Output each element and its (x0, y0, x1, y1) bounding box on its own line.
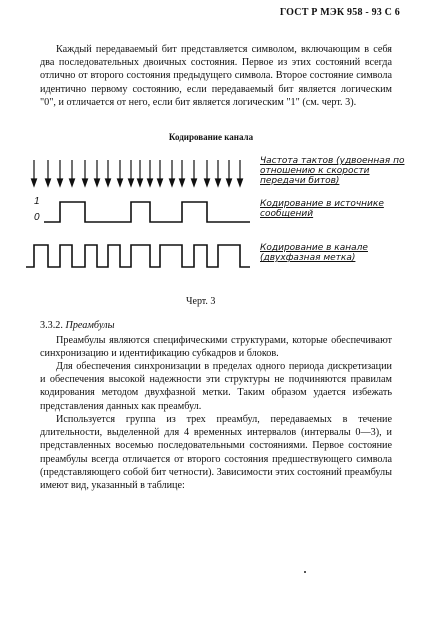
clock-arrow-head (95, 179, 100, 186)
clock-arrow-head (158, 179, 163, 186)
paragraph-preambles-definition: Преамбулы являются специфическими структурами, которые обеспечивают синхронизацию и идентификацию субкадров и блоков. (40, 335, 392, 360)
clock-arrows (32, 160, 243, 186)
figure-title: Кодирование канала (168, 132, 254, 142)
section-title: Преамбулы (65, 320, 115, 331)
clock-arrow-head (216, 179, 221, 186)
paragraph-symbol-encoding: Каждый передаваемый бит представляется символом, включающим в себя два последовательных двоичных состояния. Первое из этих состояний всегда отлично от второго состояния предыдущего символа. Второе состояние символа идентично первому состоянию, если передаваемый бит является логическим "0", и отличается от него, если бит является логическим "1" (см. черт. 3). (40, 44, 392, 108)
paragraph-preambles-group: Используется группа из трех преамбул, передаваемых в течение длительности, выделенной для 4 временных интервалов (интервалы 0—3), и представленных восемью последовательными состояниями. Первое состояние преамбулы всегда отличается от второго состояния предшествующего символа (представляющего собой бит четности). Зависимости этих состояний преамбулы имеют вид, указанный в таблице: (40, 414, 392, 492)
level-zero-label: 0 (34, 212, 40, 223)
channel-coding-label: Кодирование в канале (двухфазная метка) (260, 243, 368, 263)
section-number: 3.3.2. (40, 320, 63, 331)
clock-arrow-head (180, 179, 185, 186)
clock-frequency-label: Частота тактов (удвоенная по отношению к скорости передачи битов) (260, 156, 405, 186)
paragraph-preambles-sync: Для обеспечения синхронизации в пределах одного периода дискретизации и обеспечения высокой надежности эти структуры не подчиняются правилам кодирования методом двухфазной метки. Таким образом удается избежать представления данных как преамбул. (40, 361, 392, 412)
clock-arrow-head (170, 179, 175, 186)
clock-arrow-head (238, 179, 243, 186)
figure-caption: Черт. 3 (186, 296, 216, 307)
clock-arrow-head (138, 179, 143, 186)
clock-arrow-head (148, 179, 153, 186)
clock-arrow-head (70, 179, 75, 186)
clock-arrow-head (129, 179, 134, 186)
clock-arrow-head (192, 179, 197, 186)
section-heading (40, 320, 114, 331)
source-coding-label: Кодирование в источнике сообщений (260, 199, 384, 219)
clock-arrow-head (118, 179, 123, 186)
clock-arrow-head (46, 179, 51, 186)
scan-speck (304, 571, 306, 573)
clock-arrow-head (83, 179, 88, 186)
source-coding-waveform (44, 202, 250, 222)
clock-arrow-head (106, 179, 111, 186)
channel-coding-waveform (26, 245, 250, 267)
document-header: ГОСТ Р МЭК 958 - 93 С 6 (279, 7, 400, 18)
clock-arrow-head (227, 179, 232, 186)
level-one-label: 1 (34, 196, 40, 207)
clock-arrow-head (32, 179, 37, 186)
clock-arrow-head (58, 179, 63, 186)
clock-arrow-head (205, 179, 210, 186)
